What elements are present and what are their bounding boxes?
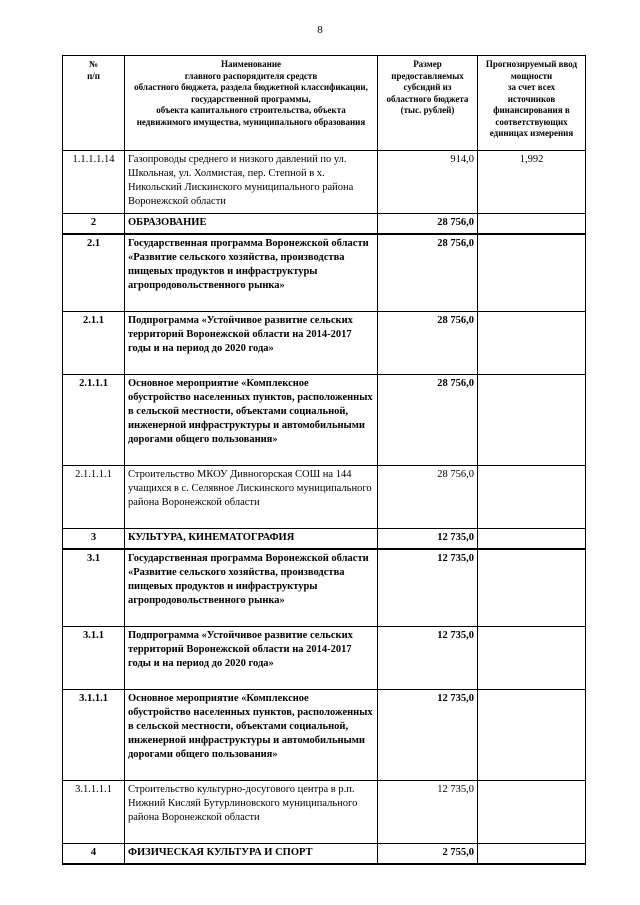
row-amount: 28 756,0 <box>378 312 478 375</box>
row-name: Подпрограмма «Устойчивое развитие сельских территорий Воронежской области на 2014-2017 годы и на период до 2020 года» <box>125 627 378 690</box>
row-capacity <box>478 844 586 865</box>
row-amount: 914,0 <box>378 151 478 214</box>
row-capacity <box>478 690 586 781</box>
row-num: 3.1.1.1 <box>63 690 125 781</box>
row-amount: 12 735,0 <box>378 781 478 844</box>
row-name: Строительство культурно-досугового центра в р.п. Нижний Кисляй Бутурлиновского муниципального района Воронежской области <box>125 781 378 844</box>
row-num: 3 <box>63 529 125 550</box>
table-row <box>63 312 586 375</box>
row-capacity <box>478 214 586 235</box>
row-capacity: 1,992 <box>478 151 586 214</box>
table-row <box>63 781 586 844</box>
page-number: 8 <box>317 24 323 36</box>
table-row <box>63 690 586 781</box>
row-capacity <box>478 529 586 550</box>
row-amount: 12 735,0 <box>378 549 478 627</box>
header-capacity: Прогнозируемый ввод мощности за счет всех источников финансирования в соответствующих единицах измерения <box>478 56 586 151</box>
table-row <box>63 627 586 690</box>
table-row <box>63 234 586 312</box>
row-name: Основное мероприятие «Комплексное обустройство населенных пунктов, расположенных в сельской местности, объектами социальной, инженерной инфраструктуры и автомобильными дорогами общего пользования» <box>125 690 378 781</box>
header-name: Наименование главного распорядителя средств областного бюджета, раздела бюджетной классификации, государственной программы, объекта капитального строительства, объекта недвижимого имущества, муниципального образования <box>125 56 378 151</box>
row-capacity <box>478 549 586 627</box>
row-num: 2.1 <box>63 234 125 312</box>
row-amount: 28 756,0 <box>378 214 478 235</box>
table-row <box>63 844 586 865</box>
table-row <box>63 375 586 466</box>
table-row <box>63 151 586 214</box>
row-num: 4 <box>63 844 125 865</box>
row-name: ОБРАЗОВАНИЕ <box>125 214 378 235</box>
row-num: 2.1.1.1 <box>63 375 125 466</box>
row-num: 3.1.1.1.1 <box>63 781 125 844</box>
budget-table <box>62 55 586 865</box>
table-row <box>63 214 586 235</box>
row-name: Государственная программа Воронежской области «Развитие сельского хозяйства, производства пищевых продуктов и инфраструктуры агропродовольственного рынка» <box>125 234 378 312</box>
row-capacity <box>478 312 586 375</box>
row-num: 1.1.1.1.14 <box>63 151 125 214</box>
header-num: № п/п <box>63 56 125 151</box>
row-capacity <box>478 781 586 844</box>
row-amount: 28 756,0 <box>378 375 478 466</box>
table-row <box>63 466 586 529</box>
row-num: 3.1.1 <box>63 627 125 690</box>
row-num: 3.1 <box>63 549 125 627</box>
row-capacity <box>478 234 586 312</box>
row-name: Подпрограмма «Устойчивое развитие сельских территорий Воронежской области на 2014-2017 годы и на период до 2020 года» <box>125 312 378 375</box>
row-num: 2 <box>63 214 125 235</box>
row-name: ФИЗИЧЕСКАЯ КУЛЬТУРА И СПОРТ <box>125 844 378 865</box>
row-amount: 28 756,0 <box>378 466 478 529</box>
row-amount: 12 735,0 <box>378 627 478 690</box>
table-header-row <box>63 56 586 151</box>
row-amount: 28 756,0 <box>378 234 478 312</box>
row-name: Строительство МКОУ Дивногорская СОШ на 144 учащихся в с. Селявное Лискинского муниципального района Воронежской области <box>125 466 378 529</box>
table-row <box>63 529 586 550</box>
row-capacity <box>478 466 586 529</box>
row-num: 2.1.1.1.1 <box>63 466 125 529</box>
header-amount: Размер предоставляемых субсидий из областного бюджета (тыс. рублей) <box>378 56 478 151</box>
row-name: Государственная программа Воронежской области «Развитие сельского хозяйства, производства пищевых продуктов и инфраструктуры агропродовольственного рынка» <box>125 549 378 627</box>
row-capacity <box>478 375 586 466</box>
row-amount: 2 755,0 <box>378 844 478 865</box>
row-capacity <box>478 627 586 690</box>
row-num: 2.1.1 <box>63 312 125 375</box>
row-amount: 12 735,0 <box>378 690 478 781</box>
row-name: КУЛЬТУРА, КИНЕМАТОГРАФИЯ <box>125 529 378 550</box>
row-name: Основное мероприятие «Комплексное обустройство населенных пунктов, расположенных в сельской местности, объектами социальной, инженерной инфраструктуры и автомобильными дорогами общего пользования» <box>125 375 378 466</box>
row-amount: 12 735,0 <box>378 529 478 550</box>
table-row <box>63 549 586 627</box>
row-name: Газопроводы среднего и низкого давлений по ул. Школьная, ул. Холмистая, пер. Степной в х. Никольский Лискинского муниципального района Воронежской области <box>125 151 378 214</box>
